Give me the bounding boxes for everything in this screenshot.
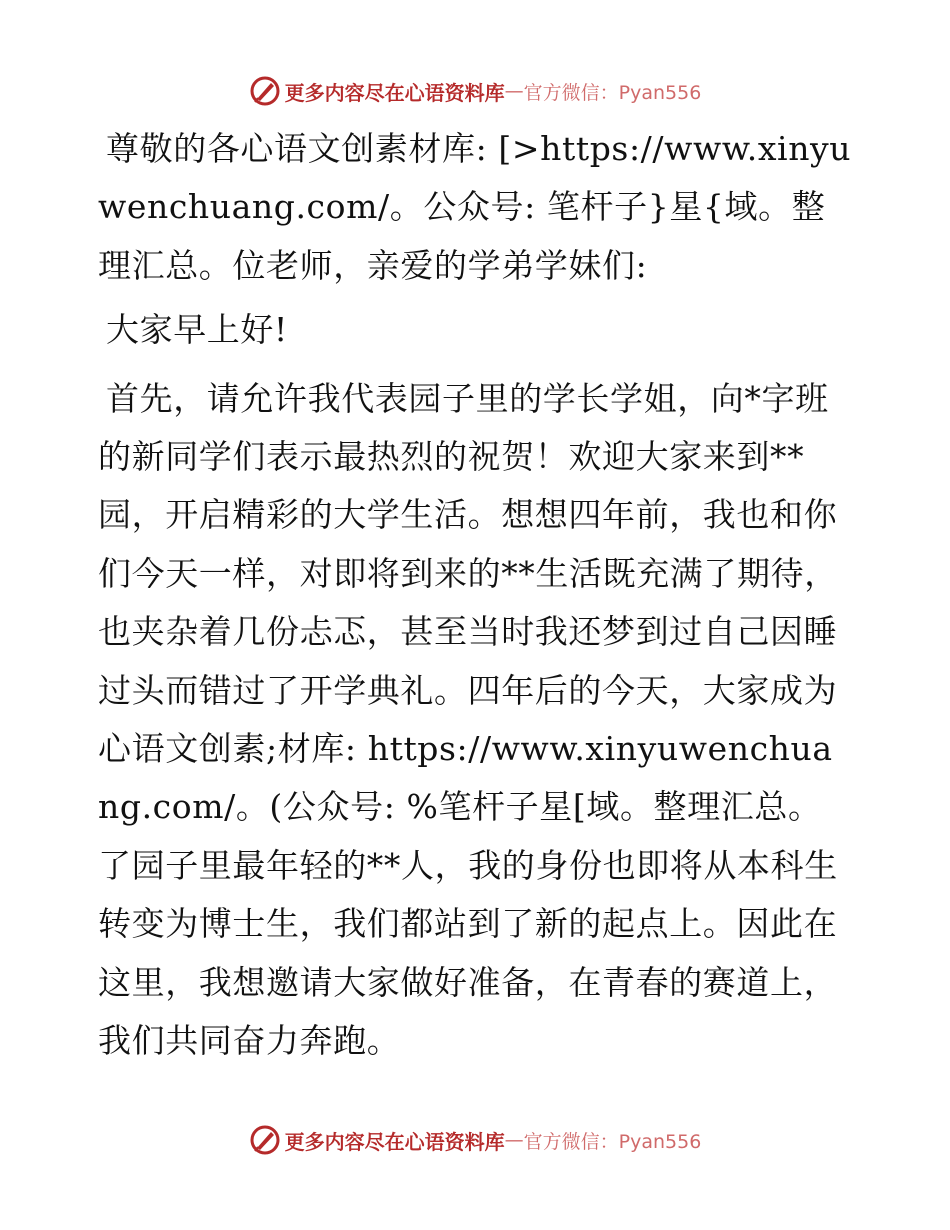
quill-logo-icon [249,1124,281,1156]
quill-logo-icon [249,75,281,107]
footer-banner [0,1120,950,1160]
header-banner [0,71,950,111]
document-body [98,120,853,1081]
footer-dash: — [504,1129,524,1151]
greeting-paragraph: 尊敬的各心语文创素材库: [>https://www.xinyuwenchuang.com/。公众号: 笔杆子}星{域。整理汇总。位老师，亲爱的学弟学妹们: [98,129,852,285]
header-dash: — [504,80,524,102]
footer-brand-text: 更多内容尽在心语资料库 [284,1129,505,1154]
morning-paragraph: 大家早上好! [106,310,288,350]
main-paragraph: 首先，请允许我代表园子里的学长学姐，向*字班的新同学们表示最热烈的祝贺！欢迎大家来到**园，开启精彩的大学生活。想想四年前，我也和你们今天一样，对即将到来的**生活既充满了期待，也夹杂着几份忐忑，甚至当时我还梦到过自己因睡过头而错过了开学典礼。四年后的今天，大家成为心语文创素;材库: https://www.xinyuwenchuang.com/。(公众号: %笔杆子星[域。整理汇总。了园子里最年轻的**人，我的身份也即将从本科生转变为博士生，我们都站到了新的起点上。因此在这里，我想邀请大家做好准备，在青春的赛道上，我们共同奋力奔跑。 [98,378,838,1061]
footer-wechat-text: 官方微信：Pyan556 [523,1130,702,1153]
header-brand-text: 更多内容尽在心语资料库 [284,80,505,105]
header-wechat-text: 官方微信：Pyan556 [523,81,702,104]
